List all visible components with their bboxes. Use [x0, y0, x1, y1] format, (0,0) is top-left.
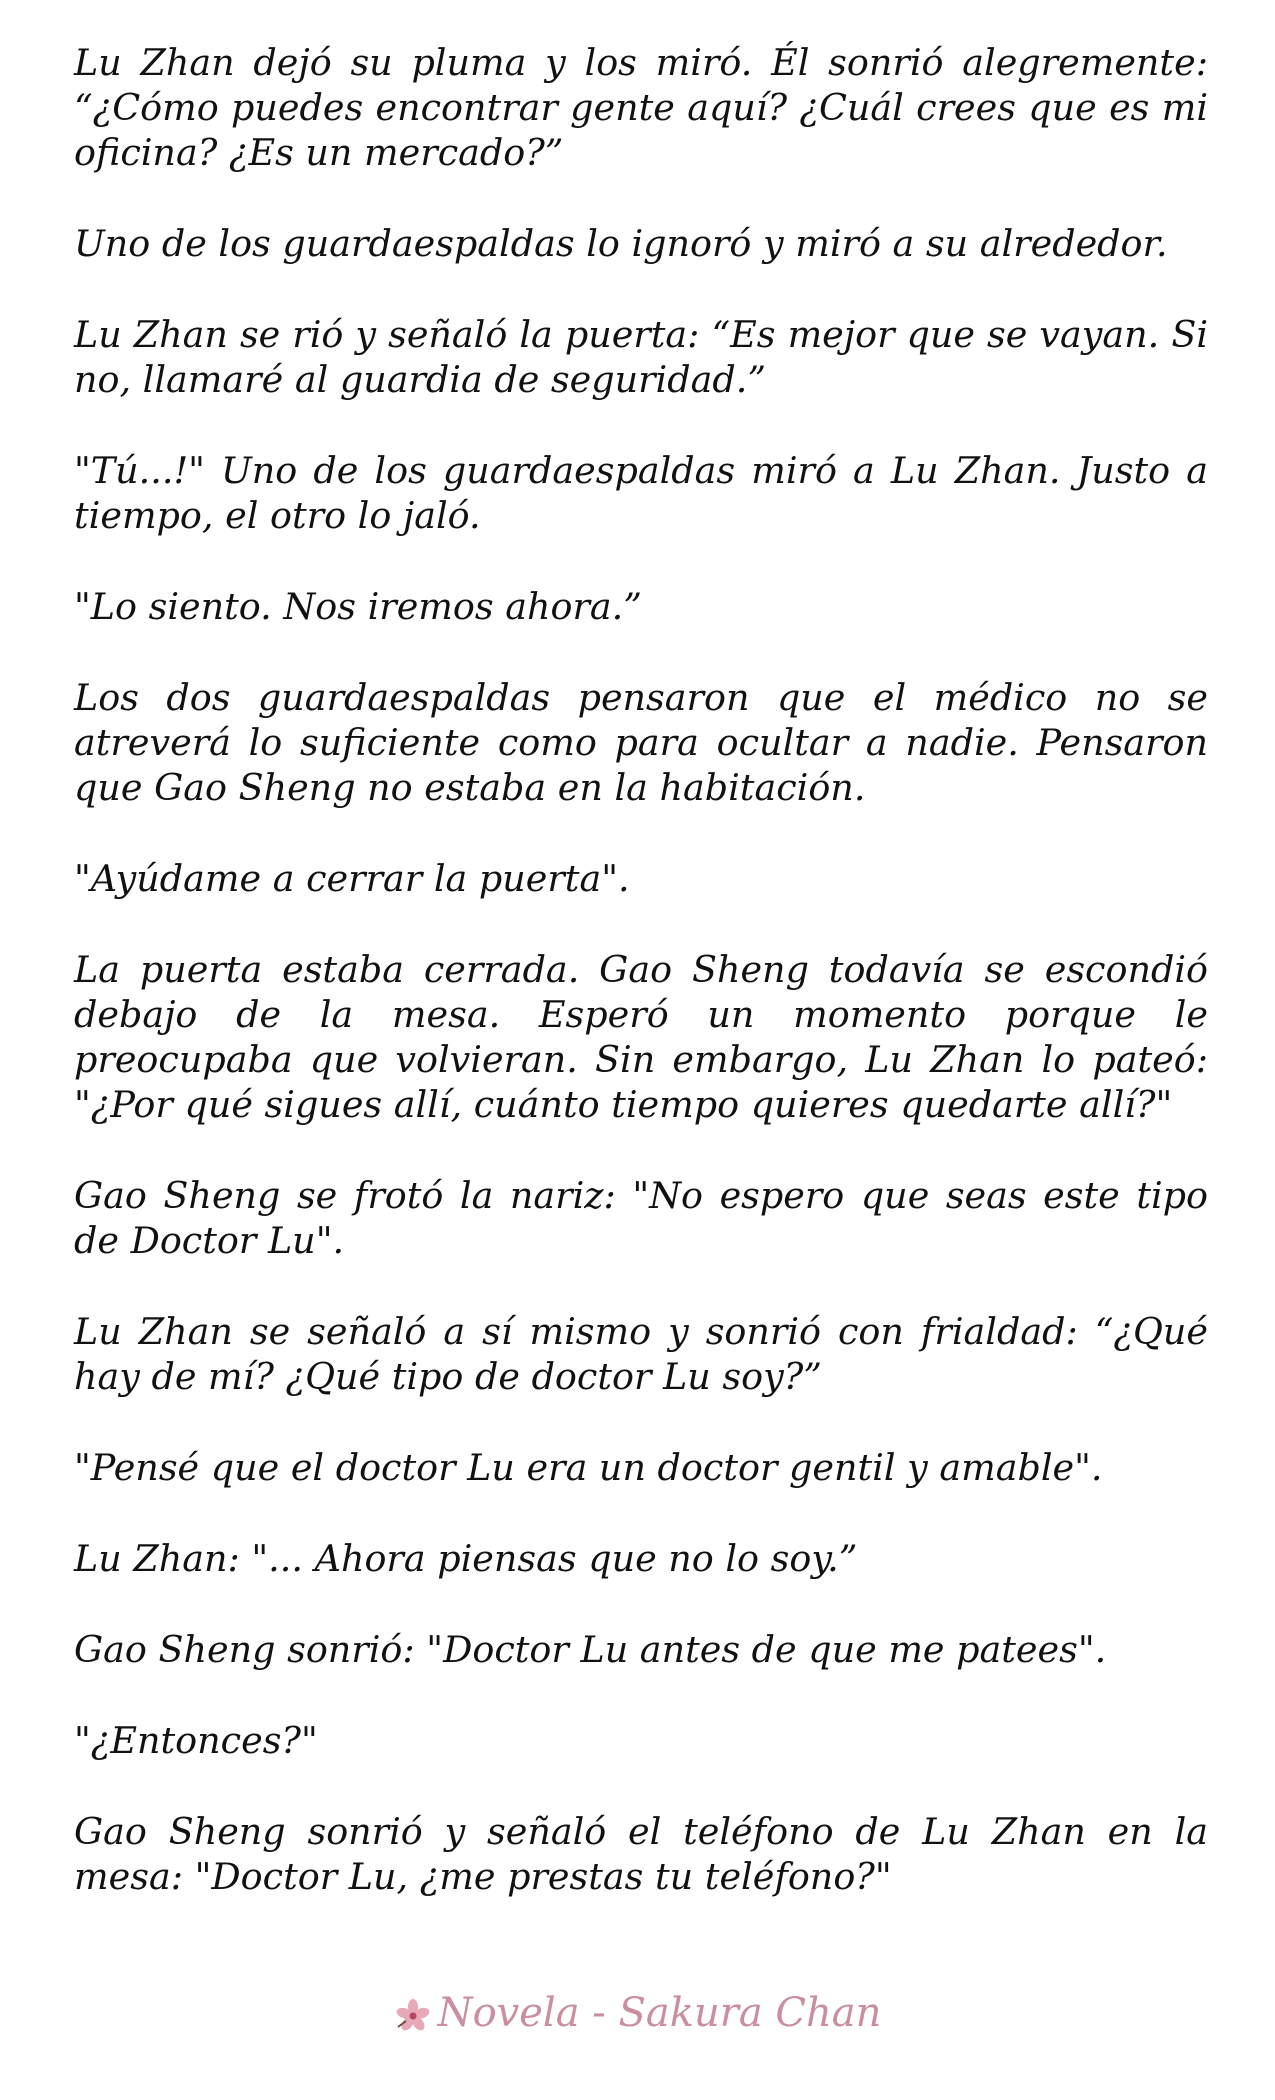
- story-text: [74, 40, 1220, 1945]
- paragraph: Gao Sheng se frotó la nariz: "No espero que seas este tipo de Doctor Lu".: [74, 1174, 1220, 1262]
- paragraph: Uno de los guardaespaldas lo ignoró y miró a su alrededor.: [74, 222, 1168, 265]
- paragraph: Gao Sheng sonrió: "Doctor Lu antes de que me patees".: [74, 1628, 1107, 1671]
- paragraph: "¿Entonces?": [74, 1719, 318, 1762]
- paragraph: "Pensé que el doctor Lu era un doctor gentil y amable".: [74, 1446, 1103, 1489]
- paragraph: "Tú...!" Uno de los guardaespaldas miró a Lu Zhan. Justo a tiempo, el otro lo jaló.: [74, 449, 1220, 537]
- watermark-text: Novela - Sakura Chan: [437, 1990, 882, 2036]
- paragraph: La puerta estaba cerrada. Gao Sheng todavía se escondió debajo de la mesa. Esperó un momento porque le preocupaba que volvieran. Sin embargo, Lu Zhan lo pateó: "¿Por qué sigues allí, cuánto tiempo quieres quedarte allí?": [74, 948, 1220, 1126]
- sakura-flower-icon: [394, 1997, 432, 2035]
- paragraph: Lu Zhan se señaló a sí mismo y sonrió con frialdad: “¿Qué hay de mí? ¿Qué tipo de doctor Lu soy?”: [74, 1310, 1220, 1398]
- paragraph: Lu Zhan: "... Ahora piensas que no lo soy.”: [74, 1537, 858, 1580]
- paragraph: Lu Zhan dejó su pluma y los miró. Él sonrió alegremente: “¿Cómo puedes encontrar gente aquí? ¿Cuál crees que es mi oficina? ¿Es un mercado?”: [74, 41, 1220, 174]
- paragraph: Gao Sheng sonrió y señaló el teléfono de Lu Zhan en la mesa: "Doctor Lu, ¿me prestas tu teléfono?": [74, 1810, 1220, 1898]
- watermark: [0, 1988, 1275, 2038]
- paragraph: "Ayúdame a cerrar la puerta".: [74, 857, 630, 900]
- paragraph: Los dos guardaespaldas pensaron que el médico no se atreverá lo suficiente como para ocultar a nadie. Pensaron que Gao Sheng no estaba en la habitación.: [74, 676, 1220, 809]
- paragraph: "Lo siento. Nos iremos ahora.”: [74, 585, 642, 628]
- paragraph: Lu Zhan se rió y señaló la puerta: “Es mejor que se vayan. Si no, llamaré al guardia de seguridad.”: [74, 313, 1220, 401]
